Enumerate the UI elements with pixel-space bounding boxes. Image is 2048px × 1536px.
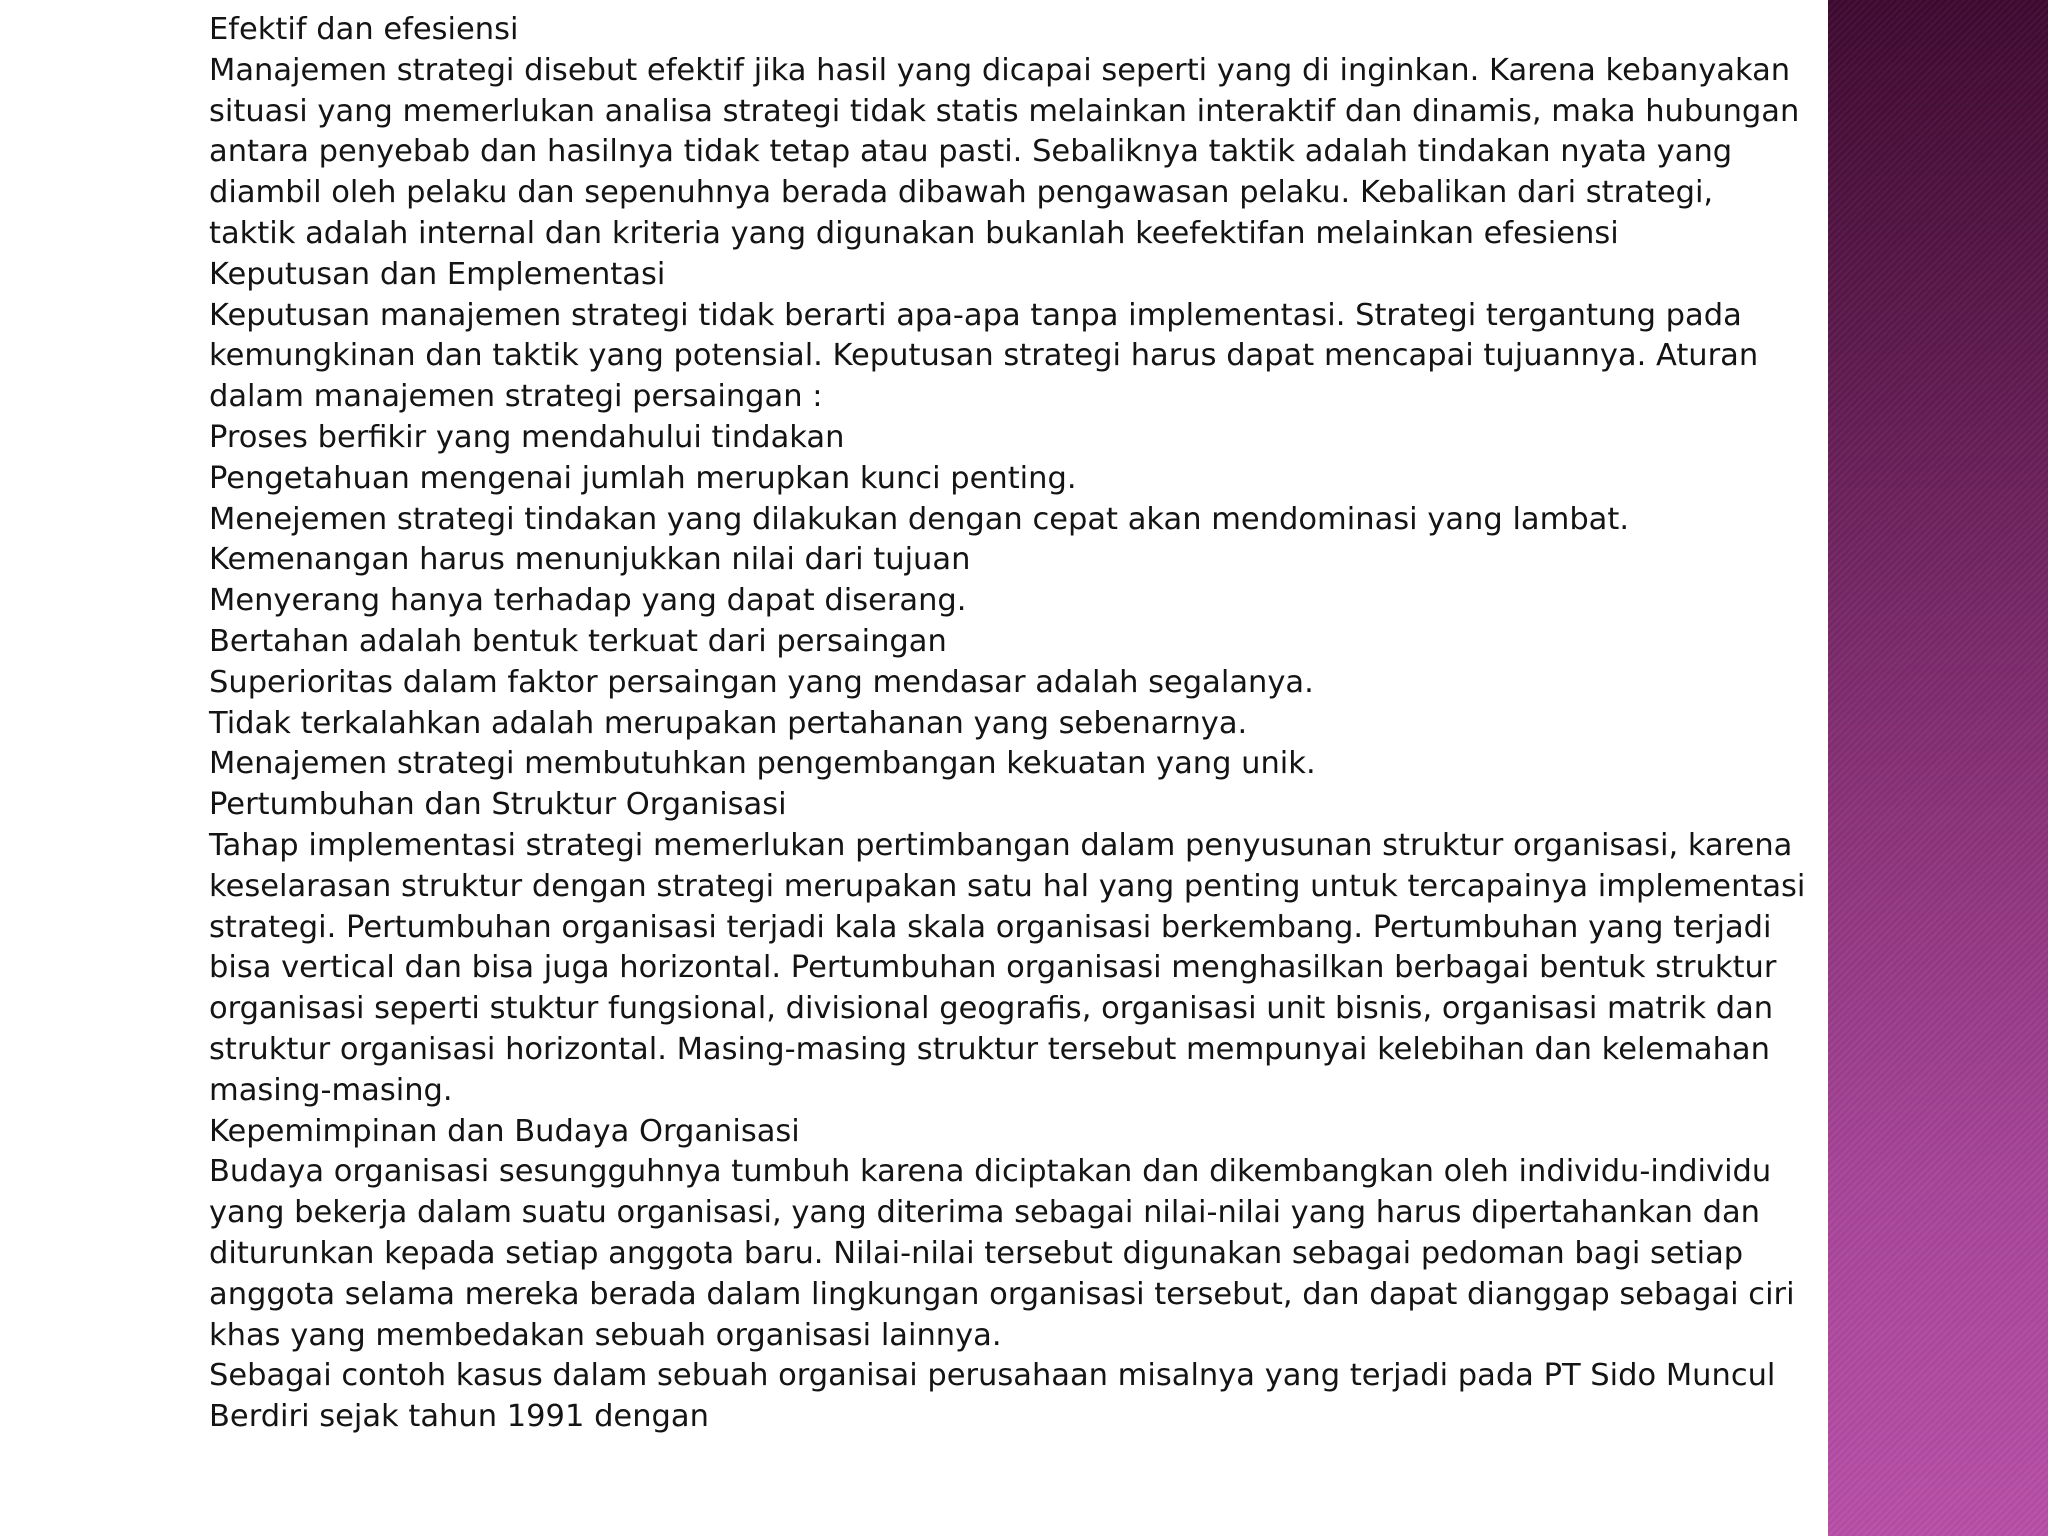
slide-body-text	[209, 10, 1809, 1438]
paragraph-efektif: Manajemen strategi disebut efektif jika hasil yang dicapai seperti yang di inginkan. Karena kebanyakan situasi yang memerlukan analisa strategi tidak statis melainkan interaktif dan dinamis, maka hubungan antara penyebab dan hasilnya tidak tetap atau pasti. Sebaliknya taktik adalah tindakan nyata yang diambil oleh pelaku dan sepenuhnya berada dibawah pengawasan pelaku. Kebalikan dari strategi, taktik adalah internal dan kriteria yang digunakan bukanlah keefektifan melainkan efesiensi	[209, 52, 1800, 251]
paragraph-pertumbuhan: Tahap implementasi strategi memerlukan pertimbangan dalam penyusunan struktur organisasi, karena keselarasan struktur dengan strategi merupakan satu hal yang penting untuk tercapainya implementasi strategi. Pertumbuhan organisasi terjadi kala skala organisasi berkembang. Pertumbuhan yang terjadi bisa vertical dan bisa juga horizontal. Pertumbuhan organisasi menghasilkan berbagai bentuk struktur organisasi seperti stuktur fungsional, divisional geografis, organisasi unit bisnis, organisasi matrik dan struktur organisasi horizontal. Masing-masing struktur tersebut mempunyai kelebihan dan kelemahan masing-masing.	[209, 827, 1806, 1108]
rule-item-8: Tidak terkalahkan adalah merupakan pertahanan yang sebenarnya.	[209, 705, 1248, 741]
paragraph-keputusan: Keputusan manajemen strategi tidak berarti apa-apa tanpa implementasi. Strategi tergantung pada kemungkinan dan taktik yang potensial. Keputusan strategi harus dapat mencapai tujuannya. Aturan dalam manajemen strategi persaingan :	[209, 297, 1759, 415]
rule-item-6: Bertahan adalah bentuk terkuat dari persaingan	[209, 623, 947, 659]
decorative-side-band	[1828, 0, 2048, 1536]
rule-item-5: Menyerang hanya terhadap yang dapat diserang.	[209, 583, 967, 619]
rule-item-9: Menajemen strategi membutuhkan pengembangan kekuatan yang unik.	[209, 746, 1316, 782]
rule-item-1: Proses berfikir yang mendahului tindakan	[209, 419, 845, 455]
heading-pertumbuhan-struktur: Pertumbuhan dan Struktur Organisasi	[209, 787, 787, 823]
rule-item-4: Kemenangan harus menunjukkan nilai dari tujuan	[209, 542, 971, 578]
rule-item-2: Pengetahuan mengenai jumlah merupkan kunci penting.	[209, 460, 1077, 496]
rule-item-3: Menejemen strategi tindakan yang dilakukan dengan cepat akan mendominasi yang lambat.	[209, 501, 1630, 537]
heading-efektif-efesiensi: Efektif dan efesiensi	[209, 12, 519, 47]
heading-keputusan-emplementasi: Keputusan dan Emplementasi	[209, 256, 666, 292]
paragraph-contoh-kasus: Sebagai contoh kasus dalam sebuah organisai perusahaan misalnya yang terjadi pada PT Sido Muncul Berdiri sejak tahun 1991 dengan	[209, 1358, 1776, 1435]
paragraph-budaya: Budaya organisasi sesungguhnya tumbuh karena diciptakan dan dikembangkan oleh individu-individu yang bekerja dalam suatu organisasi, yang diterima sebagai nilai-nilai yang harus dipertahankan dan diturunkan kepada setiap anggota baru. Nilai-nilai tersebut digunakan sebagai pedoman bagi setiap anggota selama mereka berada dalam lingkungan organisasi tersebut, dan dapat dianggap sebagai ciri khas yang membedakan sebuah organisasi lainnya.	[209, 1154, 1795, 1353]
rule-item-7: Superioritas dalam faktor persaingan yang mendasar adalah segalanya.	[209, 664, 1314, 700]
heading-kepemimpinan-budaya: Kepemimpinan dan Budaya Organisasi	[209, 1113, 800, 1149]
